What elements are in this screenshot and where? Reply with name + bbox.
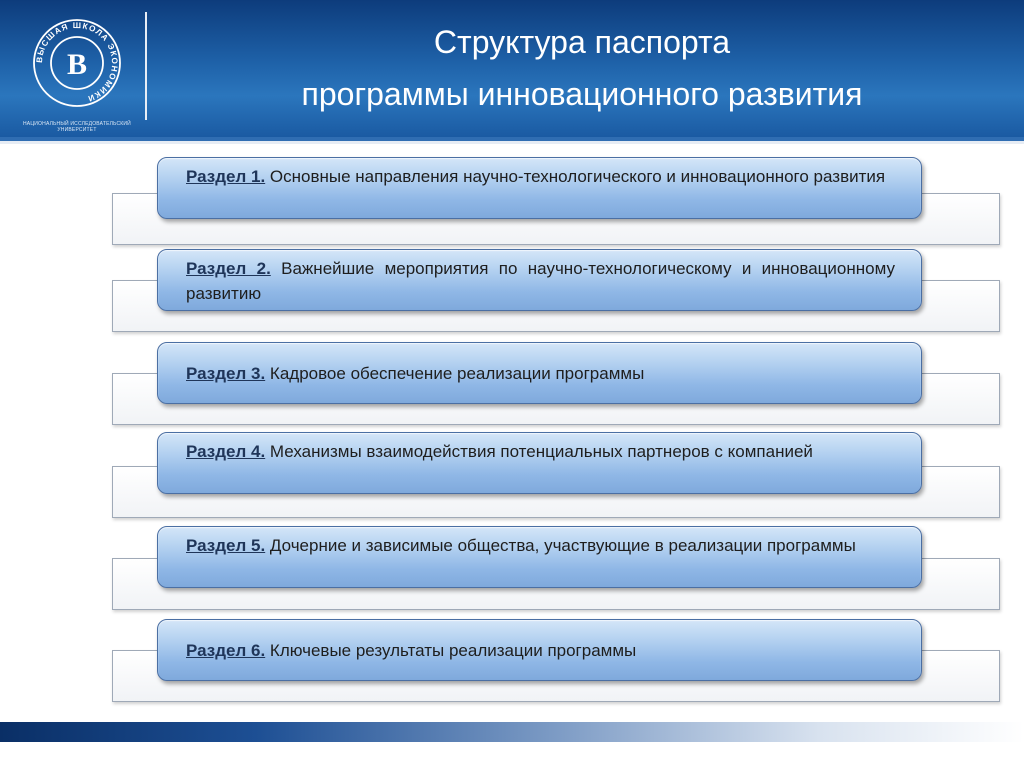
university-line2: УНИВЕРСИТЕТ [57,127,97,133]
section-3-label: Раздел 3. [186,364,266,383]
title-line1: Структура паспорта [433,24,731,60]
svg-text:В: В [66,48,88,81]
section-6-label: Раздел 6. [186,641,266,660]
section-5-box [157,526,922,588]
section-2-label: Раздел 2. [186,259,271,278]
section-1-box [157,157,922,219]
university-line1: НАЦИОНАЛЬНЫЙ ИССЛЕДОВАТЕЛЬСКИЙ [23,121,131,127]
section-4-label: Раздел 4. [186,442,266,461]
section-5-label: Раздел 5. [186,536,266,555]
section-5-text: Дочерние и зависимые общества, участвующие в реализации программы [265,536,856,555]
section-6-box [157,619,922,681]
section-1-label: Раздел 1. [186,167,266,186]
section-3-text: Кадровое обеспечение реализации программы [265,364,645,383]
section-2-text: Важнейшие мероприятия по научно-технологическому и инновационному развитию [186,259,895,303]
section-3-box [157,342,922,404]
section-4-text: Механизмы взаимодействия потенциальных партнеров с компанией [265,442,813,461]
section-6-text: Ключевые результаты реализации программы [265,641,637,660]
section-2-box [157,249,922,311]
section-1-text: Основные направления научно-технологического и инновационного развития [265,167,886,186]
section-4-box [157,432,922,494]
title-line2: программы инновационного развития [301,76,863,112]
footer-gradient-bar [0,722,1024,742]
logo-ring-text: ВЫСШАЯ ШКОЛА ЭКОНОМИКИ [34,20,120,104]
